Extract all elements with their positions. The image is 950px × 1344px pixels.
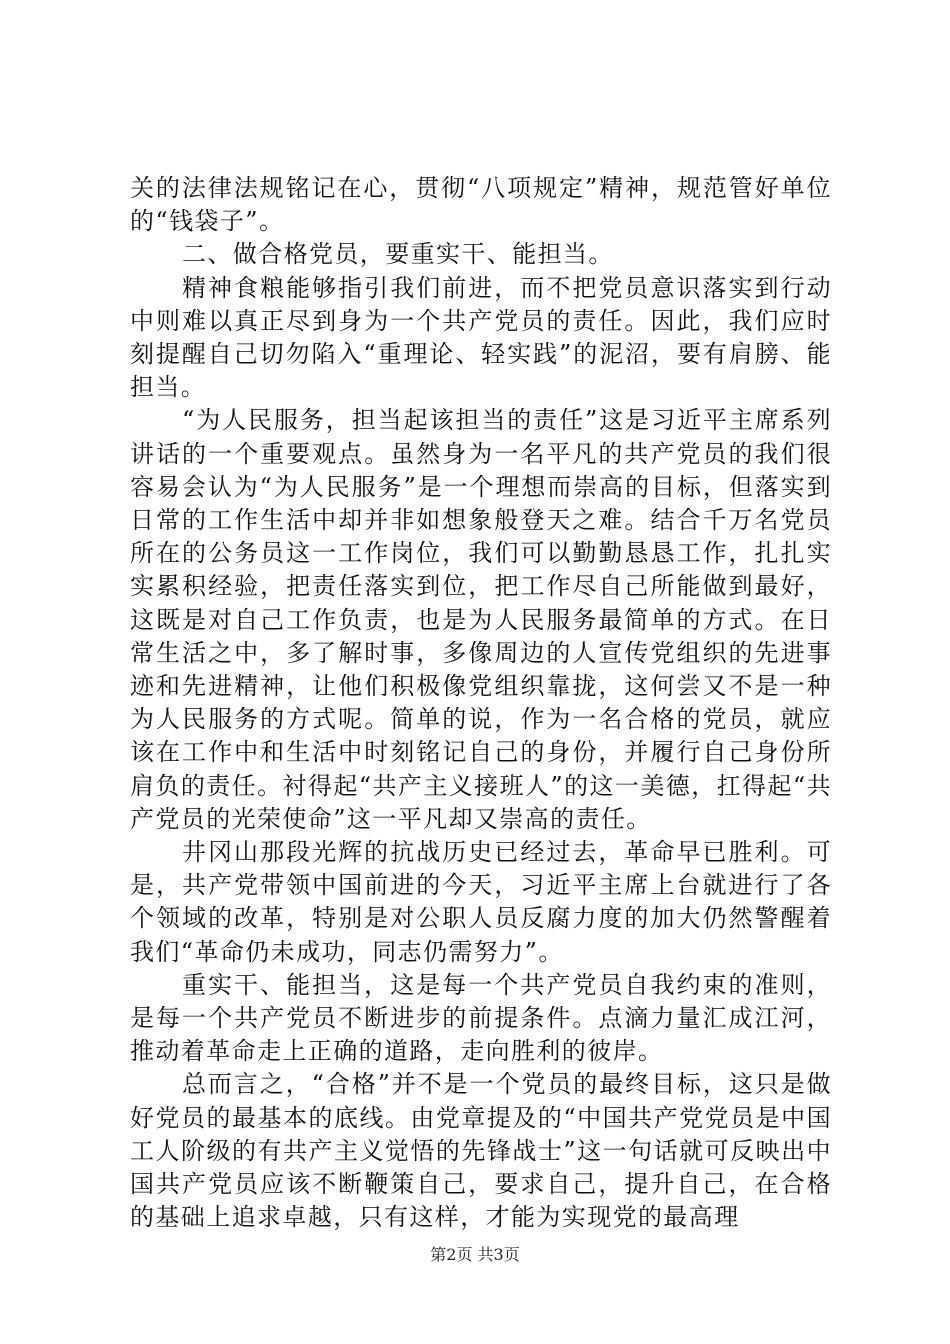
- paragraph: 精神食粮能够指引我们前进，而不把党员意识落实到行动中则难以真正尽到身为一个共产党员的责任。因此，我们应时刻提醒自己切勿陷入“重理论、轻实践”的泥沼，要有肩膀、能担当。: [130, 273, 832, 402]
- paragraph: “为人民服务，担当起该担当的责任”这是习近平主席系列讲话的一个重要观点。虽然身为一名平凡的共产党员的我们很容易会认为“为人民服务”是一个理想而崇高的目标，但落实到日常的工作生活中却并非如想象般登天之难。结合千万名党员所在的公务员这一工作岗位，我们可以勤勤恳恳工作，扎扎实实累积经验，把责任落实到位，把工作尽自己所能做到最好，这既是对自己工作负责，也是为人民服务最简单的方式。在日常生活之中，多了解时事，多像周边的人宣传党组织的先进事迹和先进精神，让他们积极像党组织靠拢，这何尝又不是一种为人民服务的方式呢。简单的说，作为一名合格的党员，就应该在工作中和生活中时刻铭记自己的身份，并履行自己身份所肩负的责任。衬得起“共产主义接班人”的这一美德，扛得起“共产党员的光荣使命”这一平凡却又崇高的责任。: [130, 406, 832, 833]
- paragraph-continued: 关的法律法规铭记在心，贯彻“八项规定”精神，规范管好单位的“钱袋子”。: [130, 174, 832, 236]
- section-heading: 二、做合格党员，要重实干、能担当。: [182, 240, 614, 269]
- page-number-footer: 第2页 共3页: [430, 1245, 520, 1264]
- paragraph: 总而言之，“合格”并不是一个党员的最终目标，这只是做好党员的最基本的底线。由党章提及的“中国共产党党员是中国工人阶级的有共产主义觉悟的先锋战士”这一句话就可反映出中国共产党员应该不断鞭策自己，要求自己，提升自己，在合格的基础上追求卓越，只有这样，才能为实现党的最高理: [130, 1070, 832, 1232]
- paragraph: 重实干、能担当，这是每一个共产党员自我约束的准则，是每一个共产党员不断进步的前提条件。点滴力量汇成江河，推动着革命走上正确的道路，走向胜利的彼岸。: [130, 970, 832, 1066]
- document-body: [130, 172, 832, 1235]
- paragraph: 井冈山那段光辉的抗战历史已经过去，革命早已胜利。可是，共产党带领中国前进的今天，习近平主席上台就进行了各个领域的改革，特别是对公职人员反腐力度的加大仍然警醒着我们“革命仍未成功，同志仍需努力”。: [130, 838, 832, 966]
